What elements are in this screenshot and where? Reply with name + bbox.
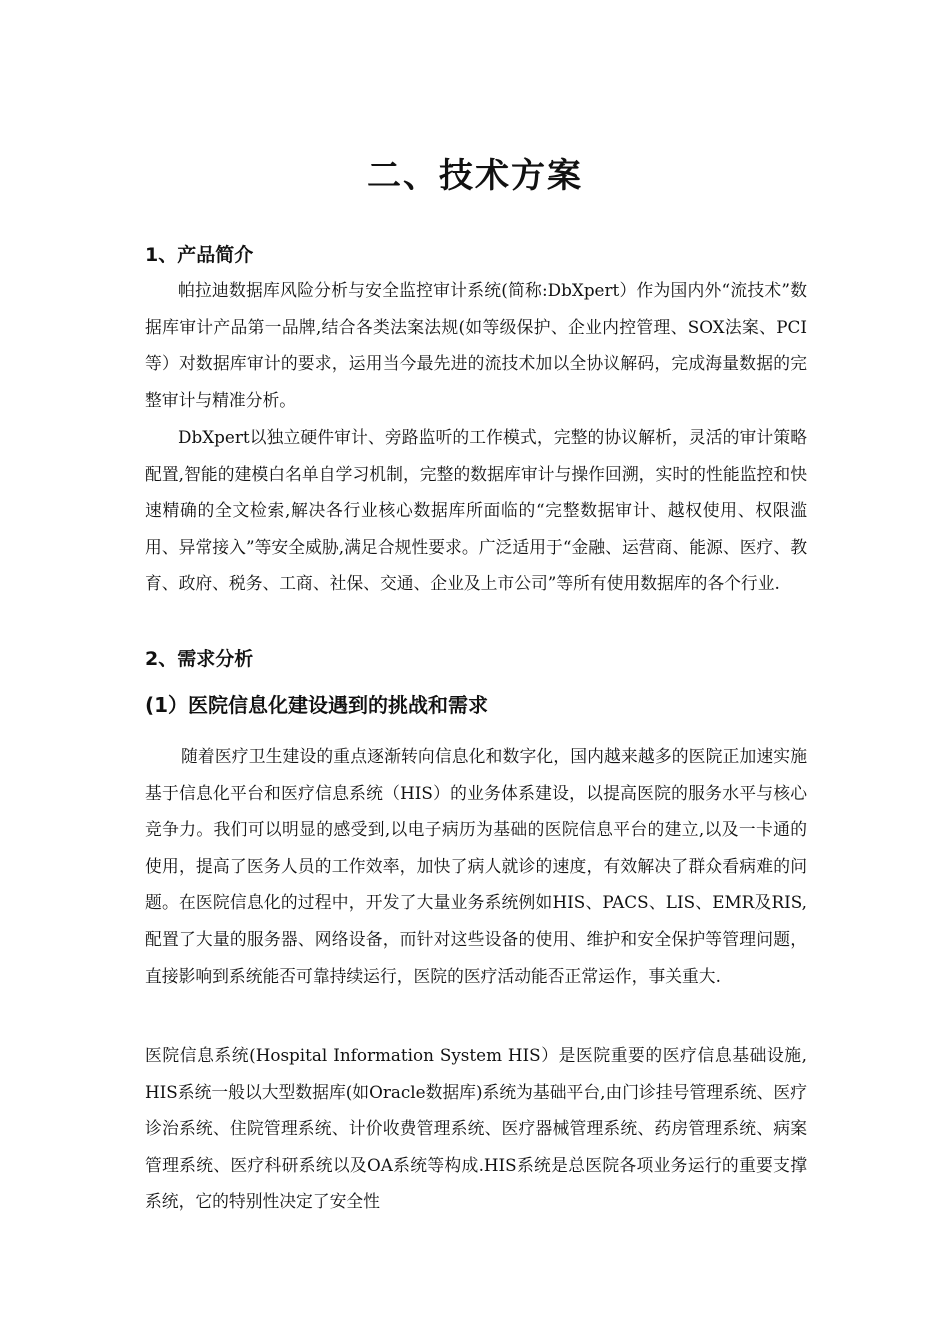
paragraph-hospital-informatization: 随着医疗卫生建设的重点逐渐转向信息化和数字化，国内越来越多的医院正加速实施基于信息化平台和医疗信息系统（HIS）的业务体系建设，以提高医院的服务水平与核心竞争力。我们可以明显的感受到,以电子病历为基础的医院信息平台的建立,以及一卡通的使用，提高了医务人员的工作效率，加快了病人就诊的速度，有效解决了群众看病难的问题。在医院信息化的过程中，开发了大量业务系统例如HIS、PACS、LIS、EMR及RIS,配置了大量的服务器、网络设备，而针对这些设备的使用、维护和安全保护等管理问题，直接影响到系统能否可靠持续运行，医院的医疗活动能否正常运作，事关重大. bbox=[145, 746, 807, 986]
paragraph-his-system: 医院信息系统(Hospital Information System HIS）是医院重要的医疗信息基础设施,HIS系统一般以大型数据库(如Oracle数据库)系统为基础平台,由门诊挂号管理系统、医疗诊治系统、住院管理系统、计价收费管理系统、医疗器械管理系统、药房管理系统、病案管理系统、医疗科研系统以及OA系统等构成.HIS系统是总医院各项业务运行的重要支撑系统，它的特别性决定了安全性 bbox=[145, 1045, 807, 1212]
paragraph-product-intro-1: 帕拉迪数据库风险分析与安全监控审计系统(简称:DbXpert）作为国内外“流技术”数据库审计产品第一品牌,结合各类法案法规(如等级保护、企业内控管理、SOX法案、PCI等）对数据库审计的要求，运用当今最先进的流技术加以全协议解码，完成海量数据的完整审计与精准分析。 bbox=[145, 280, 807, 410]
subsection-heading-hospital-challenges: (1）医院信息化建设遇到的挑战和需求 bbox=[145, 693, 489, 717]
paragraph-product-intro-2: DbXpert以独立硬件审计、旁路监听的工作模式，完整的协议解析，灵活的审计策略配置,智能的建模白名单自学习机制，完整的数据库审计与操作回溯，实时的性能监控和快速精确的全文检索,解决各行业核心数据库所面临的“完整数据审计、越权使用、权限滥用、异常接入”等安全威胁,满足合规性要求。广泛适用于“金融、运营商、能源、医疗、教育、政府、税务、工商、社保、交通、企业及上市公司”等所有使用数据库的各个行业. bbox=[145, 427, 807, 594]
page-title: 二、技术方案 bbox=[367, 156, 583, 196]
section-heading-product-intro: 1、产品简介 bbox=[145, 244, 254, 266]
section-heading-requirements: 2、需求分析 bbox=[145, 648, 254, 670]
